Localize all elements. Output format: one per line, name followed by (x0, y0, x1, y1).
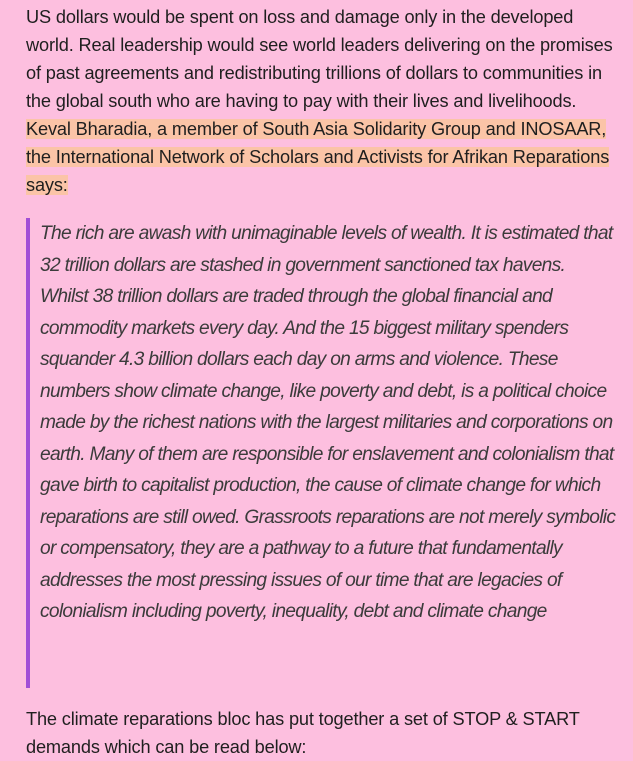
closing-paragraph: The climate reparations bloc has put together a set of STOP & START demands which can be read below: (26, 709, 580, 757)
intro-text: US dollars would be spent on loss and damage only in the developed world. Real leadership would see world leaders delivering on the promises of past agreements and redistributing trillions of dollars to communities in the global south who are having to pay with their lives and livelihoods. (26, 7, 613, 111)
highlighted-quote-attribution[interactable]: Keval Bharadia, a member of South Asia Solidarity Group and INOSAAR, the International Network of Scholars and Activists for Afrikan Reparations says: (26, 119, 610, 195)
blockquote-text: The rich are awash with unimaginable levels of wealth. It is estimated that 32 trillion dollars are stashed in government sanctioned tax havens. Whilst 38 trillion dollars are traded through the global financial and commodity markets every day. And the 15 biggest military spenders squander 4.3 billion dollars each day on arms and violence. These numbers show climate change, like poverty and debt, is a political choice made by the richest nations with the largest militaries and corporations on earth. Many of them are responsible for enslavement and colonialism that gave birth to capitalist production, the cause of climate change for which reparations are still owed. Grassroots reparations are not merely symbolic or compensatory, they are a pathway to a future that fundamentally addresses the most pressing issues of our time that are legacies of colonialism including poverty, inequality, debt and climate change (40, 223, 616, 622)
blockquote (26, 218, 616, 688)
intro-paragraph (26, 3, 616, 199)
article-body (26, 3, 616, 761)
